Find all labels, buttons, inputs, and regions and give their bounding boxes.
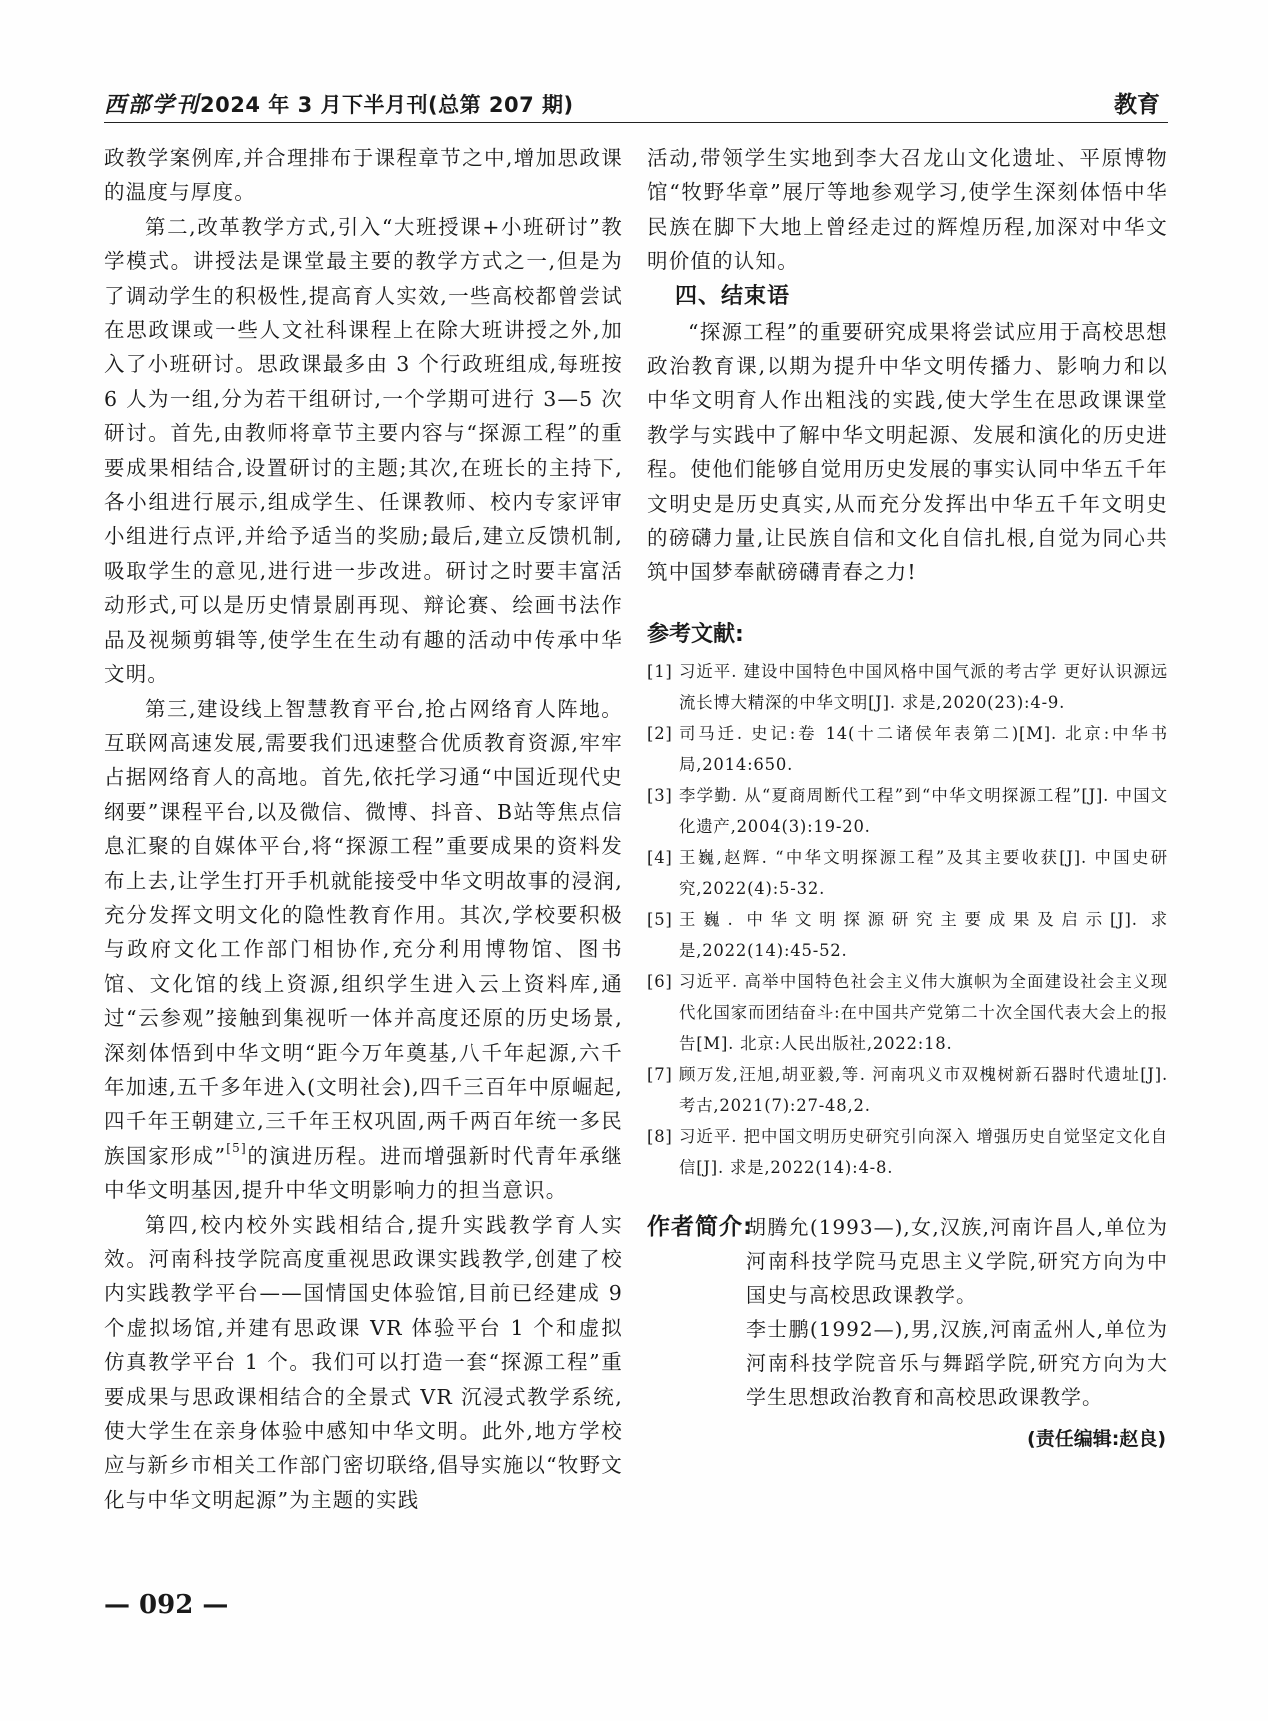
page-header (104, 84, 1168, 124)
section-label: 教育 (1114, 92, 1160, 118)
page-number: — 092 — (104, 1590, 229, 1620)
reference-text: 顾万发,汪旭,胡亚毅,等. 河南巩义市双槐树新石器时代遗址[J]. 考古,2021(7):27-48,2. (679, 1064, 1168, 1115)
citation-marker: [5] (226, 1140, 247, 1155)
reference-item (647, 718, 1168, 780)
paragraph: 政教学案例库,并合理排布于课程章节之中,增加思政课的温度与厚度。 (104, 146, 623, 205)
reference-item (647, 1059, 1168, 1121)
reference-number: [3] (647, 785, 673, 805)
author-bio (647, 1210, 1168, 1414)
paragraph: “探源工程”的重要研究成果将尝试应用于高校思想政治教育课,以期为提升中华文明传播力、影响力和以中华文明育人作出粗浅的实践,使大学生在思政课课堂教学与实践中了解中华文明起源、发展和演化的历史进程。使他们能够自觉用历史发展的事实认同中华五千年文明史是历史真实,从而充分发挥出中华五千年文明史的磅礴力量,让民族自信和文化自信扎根,自觉为同心共筑中国梦奉献磅礴青春之力! (647, 319, 1168, 585)
header-rule (104, 122, 1168, 123)
paragraph: 活动,带领学生实地到李大召龙山文化遗址、平原博物馆“牧野华章”展厅等地参观学习,使学生深刻体悟中华民族在脚下大地上曾经走过的辉煌历程,加深对中华文明价值的认知。 (647, 146, 1168, 274)
responsible-editor: (责任编辑:赵良) (1027, 1427, 1166, 1450)
reference-item (647, 780, 1168, 842)
reference-text: 习近平. 高举中国特色社会主义伟大旗帜为全面建设社会主义现代化国家而团结奋斗:在中国共产党第二十次全国代表大会上的报告[M]. 北京:人民出版社,2022:18. (679, 971, 1168, 1053)
reference-item (647, 842, 1168, 904)
paragraph-text: 第三,建设线上智慧教育平台,抢占网络育人阵地。互联网高速发展,需要我们迅速整合优质教育资源,牢牢占据网络育人的高地。首先,依托学习通“中国近现代史纲要”课程平台,以及微信、微博、抖音、B站等焦点信息汇聚的自媒体平台,将“探源工程”重要成果的资料发布上去,让学生打开手机就能接受中华文明故事的浸润,充分发挥文明文化的隐性教育作用。其次,学校要积极与政府文化工作部门相协作,充分利用博物馆、图书馆、文化馆的线上资源,组织学生进入云上资料库,通过“云参观”接触到集视听一体并高度还原的历史场景,深刻体悟到中华文明“距今万年奠基,八千年起源,六千年加速,五千多年进入(文明社会),四千三百年中原崛起,四千年王朝建立,三千年王权巩固,两千两百年统一多民族国家形成” (104, 696, 623, 1168)
reference-item (647, 904, 1168, 966)
reference-number: [2] (647, 723, 673, 743)
reference-number: [5] (647, 909, 673, 929)
journal-logo: 西部学刊 (104, 92, 201, 118)
references-list (647, 656, 1168, 1183)
paragraph: 第二,改革教学方式,引入“大班授课+小班研讨”教学模式。讲授法是课堂最主要的教学方式之一,但是为了调动学生的积极性,提高育人实效,一些高校都曾尝试在思政课或一些人文社科课程上在除大班讲授之外,加入了小班研讨。思政课最多由 3 个行政班组成,每班按 6 人为一组,分为若干组研讨,一个学期可进行 3—5 次研讨。首先,由教师将章节主要内容与“探源工程”的重要成果相结合,设置研讨的主题;其次,在班长的主持下,各小组进行展示,组成学生、任课教师、校内专家评审小组进行点评,并给予适当的奖励;最后,建立反馈机制,吸取学生的意见,进行进一步改进。研讨之时要丰富活动形式,可以是历史情景剧再现、辩论赛、绘画书法作品及视频剪辑等,使学生在生动有趣的活动中传承中华文明。 (104, 214, 623, 687)
references-heading: 参考文献: (647, 621, 744, 647)
reference-number: [8] (647, 1126, 673, 1146)
section-heading: 四、结束语 (675, 283, 791, 309)
reference-item (647, 656, 1168, 718)
reference-item (647, 966, 1168, 1059)
reference-text: 习近平. 建设中国特色中国风格中国气派的考古学 更好认识源远流长博大精深的中华文明[J]. 求是,2020(23):4-9. (679, 661, 1168, 712)
right-column (647, 141, 1168, 1451)
paragraph-text: 的演进历程。进而增强新时代青年承继中华文明基因,提升中华文明影响力的担当意识。 (104, 1143, 623, 1203)
paragraph (104, 692, 623, 1208)
author-entry: 李士鹏(1992—),男,汉族,河南孟州人,单位为河南科技学院音乐与舞蹈学院,研究方向为大学生思想政治教育和高校思政课教学。 (746, 1316, 1168, 1409)
reference-number: [4] (647, 847, 673, 867)
reference-number: [6] (647, 971, 673, 991)
reference-text: 王巍. 中华文明探源研究主要成果及启示[J]. 求是,2022(14):45-52. (679, 909, 1168, 960)
reference-text: 司马迁. 史记:卷 14(十二诸侯年表第二)[M]. 北京:中华书局,2014:650. (679, 723, 1168, 774)
author-bio-label: 作者简介: (647, 1213, 754, 1240)
author-entry: 胡腾允(1993—),女,汉族,河南许昌人,单位为河南科技学院马克思主义学院,研究方向为中国史与高校思政课教学。 (746, 1214, 1168, 1307)
reference-number: [7] (647, 1064, 673, 1084)
left-column (104, 141, 623, 1517)
reference-item (647, 1121, 1168, 1183)
reference-text: 李学勤. 从“夏商周断代工程”到“中华文明探源工程”[J]. 中国文化遗产,2004(3):19-20. (679, 785, 1168, 836)
paragraph: 第四,校内校外实践相结合,提升实践教学育人实效。河南科技学院高度重视思政课实践教学,创建了校内实践教学平台——国情国史体验馆,目前已经建成 9 个虚拟场馆,并建有思政课 VR 体验平台 1 个和虚拟仿真教学平台 1 个。我们可以打造一套“探源工程”重要成果与思政课相结合的全景式 VR 沉浸式教学系统,使大学生在亲身体验中感知中华文明。此外,地方学校应与新乡市相关工作部门密切联络,倡导实施以“牧野文化与中华文明起源”为主题的实践 (104, 1212, 623, 1512)
reference-number: [1] (647, 661, 673, 681)
reference-text: 习近平. 把中国文明历史研究引向深入 增强历史自觉坚定文化自信[J]. 求是,2022(14):4-8. (679, 1126, 1168, 1177)
issue-info: 2024 年 3 月下半月刊(总第 207 期) (200, 93, 574, 117)
journal-issue-line (104, 88, 574, 119)
reference-text: 王巍,赵辉. “中华文明探源工程”及其主要收获[J]. 中国史研究,2022(4):5-32. (679, 847, 1168, 898)
